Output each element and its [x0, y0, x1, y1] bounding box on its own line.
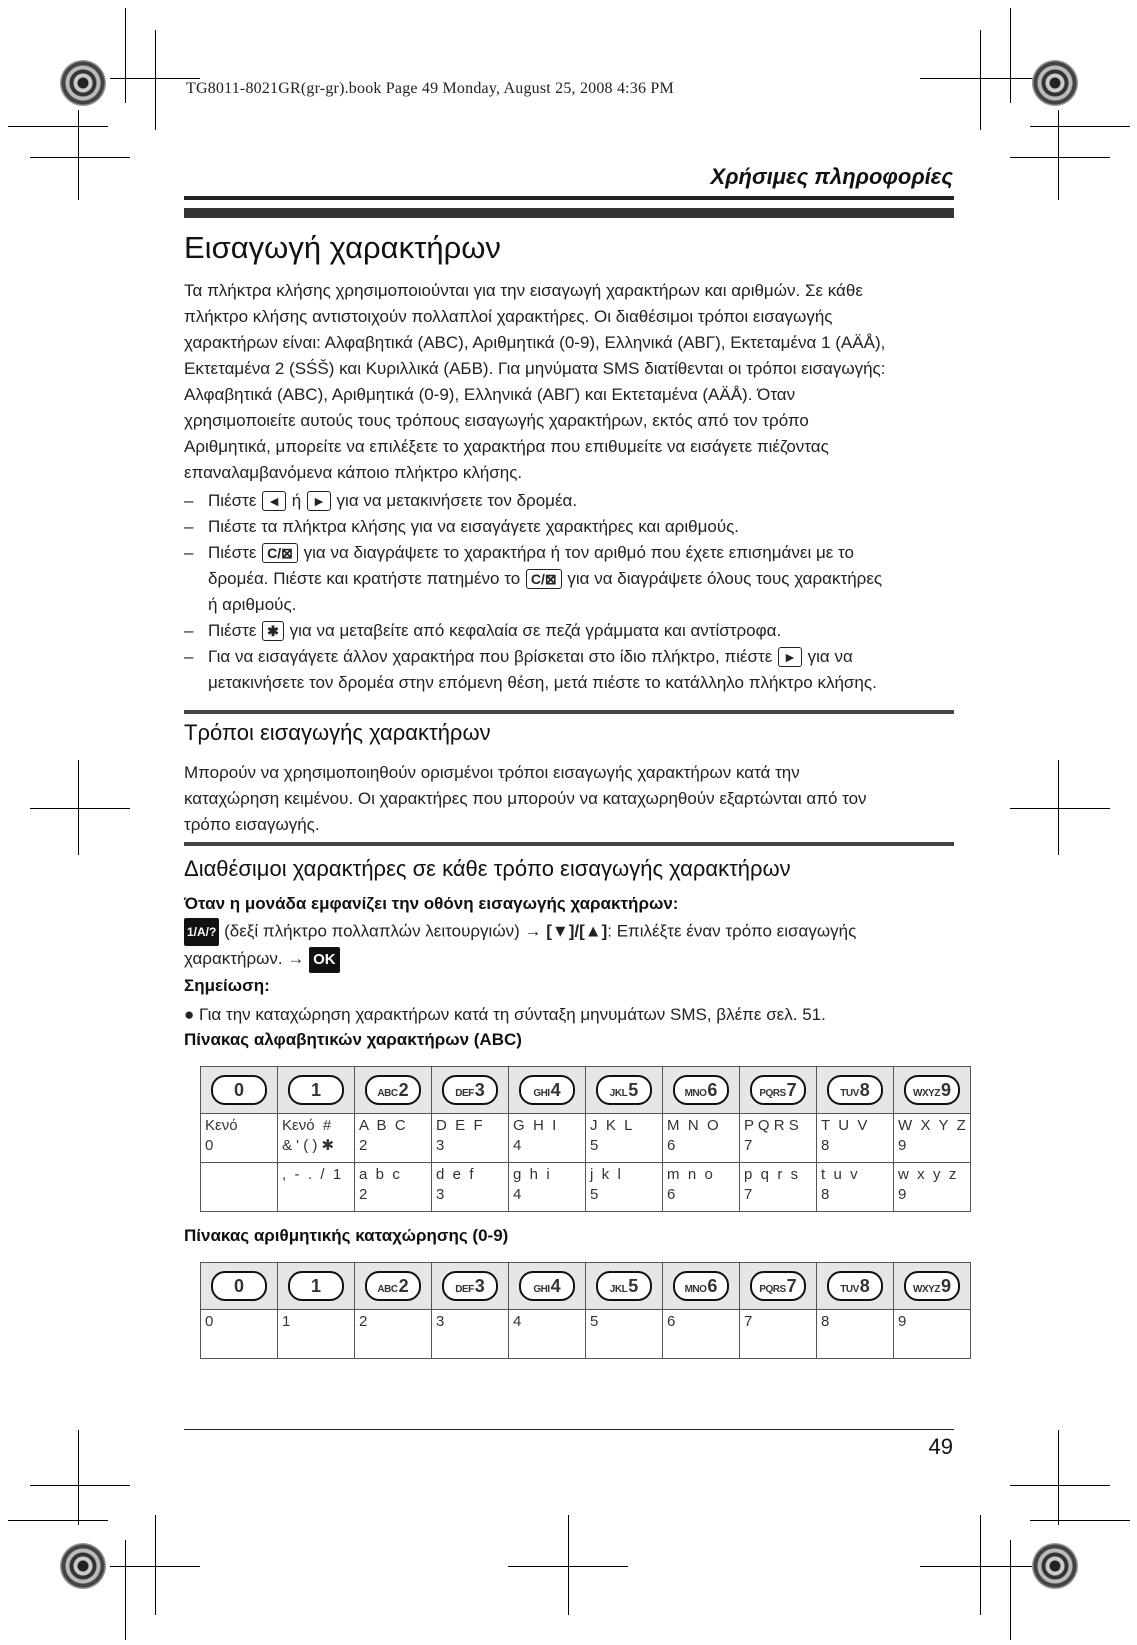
cell-text: j k l 5 [590, 1166, 621, 1203]
key-pill [827, 1075, 883, 1105]
table-cell [355, 1163, 432, 1212]
dial-key-3-icon [432, 1263, 509, 1310]
arrow-icon: → [287, 949, 305, 968]
cell-text: T U V 8 [821, 1117, 868, 1154]
dial-key-7-icon [740, 1263, 817, 1310]
key-digit: 6 [707, 1080, 718, 1100]
right-key-icon: ► [307, 491, 331, 511]
cell-text: 5 [590, 1313, 599, 1330]
table-cell [894, 1114, 971, 1163]
clear-key-icon: C/⊠ [526, 569, 562, 589]
modes-heading: Τρόποι εισαγωγής χαρακτήρων [184, 720, 491, 745]
cell-text: P Q R S 7 [744, 1117, 799, 1154]
key-pill [673, 1271, 729, 1301]
intro-line: Εκτεταμένα 2 (SŚŠ) και Κυριλλικά (АБВ). Για μηνύματα SMS διατίθενται οι τρόποι εισαγωγής: [184, 359, 886, 378]
table-cell [278, 1114, 355, 1163]
dial-key-9-icon [894, 1067, 971, 1114]
table-cell [663, 1310, 740, 1359]
page-title: Εισαγωγή χαρακτήρων [184, 230, 501, 265]
left-key-icon: ◄ [262, 491, 286, 511]
dial-key-4-icon [509, 1263, 586, 1310]
ok-key-icon: OK [309, 947, 340, 973]
key-digit: 9 [940, 1276, 951, 1296]
dial-key-1-icon [278, 1263, 355, 1310]
cell-text: G H I 4 [513, 1117, 557, 1154]
instruction-line: 1/A/? (δεξί πλήκτρο πολλαπλών λειτουργιών) → [▼]/[▲]: Επιλέξτε έναν τρόπο εισαγωγής χαρακτήρων. → OK [184, 918, 954, 973]
table-cell [278, 1310, 355, 1359]
key-pill [904, 1271, 960, 1301]
key-letters: PQRS [759, 1284, 786, 1295]
clear-key-icon: C/⊠ [262, 543, 298, 563]
abc-character-table [200, 1066, 971, 1212]
table-cell [432, 1163, 509, 1212]
key-letters: JKL [609, 1284, 628, 1295]
arrow-icon: → [524, 921, 542, 941]
note-label: Σημείωση: [184, 976, 270, 995]
book-header: TG8011-8021GR(gr-gr).book Page 49 Monday, August 25, 2008 4:36 PM [186, 80, 674, 97]
cell-text: , - . / 1 [282, 1166, 342, 1183]
numeric-table [200, 1262, 971, 1359]
cell-text: 0 [205, 1313, 214, 1330]
key-pill [827, 1271, 883, 1301]
table-cell [509, 1163, 586, 1212]
modes-line: τρόπο εισαγωγής. [184, 815, 320, 834]
key-letters: DEF [455, 1284, 474, 1295]
intro-line: επαναλαμβανόμενα κάποιο πλήκτρο κλήσης. [184, 463, 523, 482]
right-key-icon: ► [778, 647, 802, 667]
key-pill [750, 1271, 806, 1301]
cell-text: a b c 2 [359, 1166, 400, 1203]
table-cell [432, 1114, 509, 1163]
list-item: – Πιέστε C/⊠ για να διαγράψετε το χαρακτήρα ή τον αριθμό που έχετε επισημάνει με το δρομέα. Πιέστε και κρατήστε πατημένο το C/⊠ για να διαγράψετε όλους τους χαρακτήρες ή αριθμούς. [184, 543, 883, 614]
key-letters: WXYZ [913, 1284, 940, 1295]
key-digit: 1 [310, 1080, 321, 1100]
registration-mark-icon [1032, 1543, 1078, 1589]
key-pill [442, 1271, 498, 1301]
cell-text: 7 [744, 1313, 753, 1330]
key-letters: MNO [684, 1088, 707, 1099]
registration-mark-icon [1032, 60, 1078, 106]
dial-key-2-icon [355, 1263, 432, 1310]
table-cell [894, 1163, 971, 1212]
multi-function-key-icon: 1/A/? [184, 918, 219, 946]
table-cell [817, 1310, 894, 1359]
key-pill [519, 1075, 575, 1105]
cell-text: Κενό 0 [205, 1117, 238, 1154]
key-letters: GHI [533, 1284, 550, 1295]
table-cell [663, 1114, 740, 1163]
cell-text: 2 [359, 1313, 368, 1330]
key-pill [904, 1075, 960, 1105]
table-cell [740, 1310, 817, 1359]
num-table-title: Πίνακας αριθμητικής καταχώρησης (0-9) [184, 1226, 509, 1245]
cell-text: 6 [667, 1313, 676, 1330]
key-digit: 7 [786, 1276, 797, 1296]
cell-text: J K L 5 [590, 1117, 633, 1154]
table-cell [201, 1114, 278, 1163]
divider [184, 842, 954, 846]
table-cell [355, 1310, 432, 1359]
intro-line: Αλφαβητικά (ABC), Αριθμητικά (0-9), Ελληνικά (ΑΒΓ) και Εκτεταμένα (AÄÅ). Όταν [184, 385, 796, 404]
dial-key-6-icon [663, 1263, 740, 1310]
bullet-icon: ● [184, 1005, 195, 1024]
table-cell [817, 1114, 894, 1163]
cell-text: d e f 3 [436, 1166, 474, 1203]
star-key-icon: ✱ [262, 621, 284, 641]
key-letters: MNO [684, 1284, 707, 1295]
key-digit: 5 [628, 1276, 639, 1296]
intro-line: Αριθμητικά, μπορείτε να επιλέξετε το χαρακτήρα που επιθυμείτε να εισάγετε πιέζοντας [184, 437, 829, 456]
cell-text: m n o 6 [667, 1166, 713, 1203]
cell-text: w x y z 9 [898, 1166, 957, 1203]
list-item: – Πιέστε ◄ ή ► για να μετακινήσετε τον δρομέα. [184, 491, 578, 510]
dial-key-8-icon [817, 1067, 894, 1114]
key-pill [211, 1271, 267, 1301]
list-item: – Για να εισαγάγετε άλλον χαρακτήρα που βρίσκεται στο ίδιο πλήκτρο, πιέστε ► για να μετακινήσετε τον δρομέα στην επόμενη θέση, μετά πιέστε το κατάλληλο πλήκτρο κλήσης. [184, 647, 877, 692]
cell-text: 8 [821, 1313, 830, 1330]
note-text: Για την καταχώρηση χαρακτήρων κατά τη σύνταξη μηνυμάτων SMS, βλέπε σελ. 51. [199, 1005, 826, 1024]
dial-key-9-icon [894, 1263, 971, 1310]
key-letters: TUV [840, 1088, 859, 1099]
key-pill [365, 1075, 421, 1105]
key-digit: 4 [550, 1276, 561, 1296]
dial-key-0-icon [201, 1067, 278, 1114]
key-letters: WXYZ [913, 1088, 940, 1099]
key-digit: 5 [628, 1080, 639, 1100]
intro-line: χαρακτήρων είναι: Αλφαβητικά (ABC), Αριθμητικά (0-9), Ελληνικά (ΑΒΓ), Εκτεταμένα 1 (AÄÅ), [184, 333, 886, 352]
key-digit: 9 [940, 1080, 951, 1100]
modes-paragraph [184, 760, 954, 838]
key-letters: GHI [533, 1088, 550, 1099]
cell-text: W X Y Z 9 [898, 1117, 966, 1154]
cell-text: A B C 2 [359, 1117, 406, 1154]
key-pill [442, 1075, 498, 1105]
key-digit: 3 [474, 1080, 485, 1100]
dial-key-4-icon [509, 1067, 586, 1114]
cell-text: t u v 8 [821, 1166, 858, 1203]
table-cell [432, 1310, 509, 1359]
key-letters: DEF [455, 1088, 474, 1099]
cell-text: 9 [898, 1313, 907, 1330]
key-letters: ABC [377, 1088, 398, 1099]
cell-text: p q r s 7 [744, 1166, 799, 1203]
table-cell [586, 1163, 663, 1212]
cell-text: g h i 4 [513, 1166, 550, 1203]
key-digit: 4 [550, 1080, 561, 1100]
table-cell [663, 1163, 740, 1212]
intro-line: χρησιμοποιείτε αυτούς τους τρόπους εισαγωγής χαρακτήρων, εκτός από τον τρόπο [184, 411, 809, 430]
key-digit: 1 [310, 1276, 321, 1296]
intro-line: Τα πλήκτρα κλήσης χρησιμοποιούνται για την εισαγωγή χαρακτήρων και αριθμών. Σε κάθε [184, 281, 863, 300]
cell-text: Κενό # & ' ( ) ✱ [282, 1117, 335, 1154]
table-cell [278, 1163, 355, 1212]
available-heading: Διαθέσιμοι χαρακτήρες σε κάθε τρόπο εισαγωγής χαρακτήρων [184, 856, 791, 881]
key-digit: 0 [233, 1080, 244, 1100]
key-pill [519, 1271, 575, 1301]
table-cell [586, 1114, 663, 1163]
when-screen-label: Όταν η μονάδα εμφανίζει την οθόνη εισαγωγής χαρακτήρων: [184, 894, 679, 913]
list-item: – Πιέστε τα πλήκτρα κλήσης για να εισαγάγετε χαρακτήρες και αριθμούς. [184, 517, 740, 536]
up-down-keys: [▼]/[▲] [546, 921, 608, 941]
table-cell [201, 1310, 278, 1359]
key-digit: 2 [398, 1080, 409, 1100]
cell-text: 3 [436, 1313, 445, 1330]
key-pill [596, 1271, 652, 1301]
key-letters: ABC [377, 1284, 398, 1295]
key-letters: TUV [840, 1284, 859, 1295]
dial-key-1-icon [278, 1067, 355, 1114]
cell-text: 4 [513, 1313, 522, 1330]
key-digit: 3 [474, 1276, 485, 1296]
list-item: – Πιέστε ✱ για να μεταβείτε από κεφαλαία σε πεζά γράμματα και αντίστροφα. [184, 621, 782, 640]
table-cell [355, 1114, 432, 1163]
key-digit: 6 [707, 1276, 718, 1296]
divider [184, 208, 954, 218]
registration-mark-icon [60, 1543, 106, 1589]
key-pill [288, 1271, 344, 1301]
dial-key-7-icon [740, 1067, 817, 1114]
table-cell [509, 1114, 586, 1163]
cell-text: D E F 3 [436, 1117, 483, 1154]
table-cell [201, 1163, 278, 1212]
table-cell [740, 1114, 817, 1163]
dial-key-5-icon [586, 1067, 663, 1114]
footer-divider [184, 1429, 954, 1430]
key-pill [596, 1075, 652, 1105]
note-item [184, 1002, 954, 1028]
dial-key-8-icon [817, 1263, 894, 1310]
divider [184, 196, 954, 200]
dial-key-2-icon [355, 1067, 432, 1114]
key-digit: 2 [398, 1276, 409, 1296]
section-tag: Χρήσιμες πληροφορίες [710, 164, 953, 189]
key-digit: 7 [786, 1080, 797, 1100]
dial-key-6-icon [663, 1067, 740, 1114]
table-cell [740, 1163, 817, 1212]
modes-line: Μπορούν να χρησιμοποιηθούν ορισμένοι τρόποι εισαγωγής χαρακτήρων κατά την [184, 763, 800, 782]
key-digit: 8 [859, 1276, 870, 1296]
table-cell [894, 1310, 971, 1359]
table-cell [586, 1310, 663, 1359]
key-pill [211, 1075, 267, 1105]
key-digit: 0 [233, 1276, 244, 1296]
key-letters: JKL [609, 1088, 628, 1099]
cell-text: M N O 6 [667, 1117, 719, 1154]
modes-line: καταχώρηση κειμένου. Οι χαρακτήρες που μπορούν να καταχωρηθούν εξαρτώνται από τον [184, 789, 867, 808]
abc-table-title: Πίνακας αλφαβητικών χαρακτήρων (ABC) [184, 1030, 522, 1049]
table-cell [817, 1163, 894, 1212]
intro-line: πλήκτρο κλήσης αντιστοιχούν πολλαπλοί χαρακτήρες. Οι διαθέσιμοι τρόποι εισαγωγής [184, 307, 833, 326]
page-number: 49 [928, 1434, 953, 1459]
instruction-list [184, 488, 954, 696]
divider [184, 710, 954, 714]
cell-text: 1 [282, 1313, 291, 1330]
key-pill [673, 1075, 729, 1105]
dial-key-3-icon [432, 1067, 509, 1114]
key-pill [365, 1271, 421, 1301]
dial-key-0-icon [201, 1263, 278, 1310]
key-digit: 8 [859, 1080, 870, 1100]
registration-mark-icon [60, 60, 106, 106]
intro-paragraph [184, 278, 954, 486]
key-pill [750, 1075, 806, 1105]
key-letters: PQRS [759, 1088, 786, 1099]
key-pill [288, 1075, 344, 1105]
table-cell [509, 1310, 586, 1359]
dial-key-5-icon [586, 1263, 663, 1310]
